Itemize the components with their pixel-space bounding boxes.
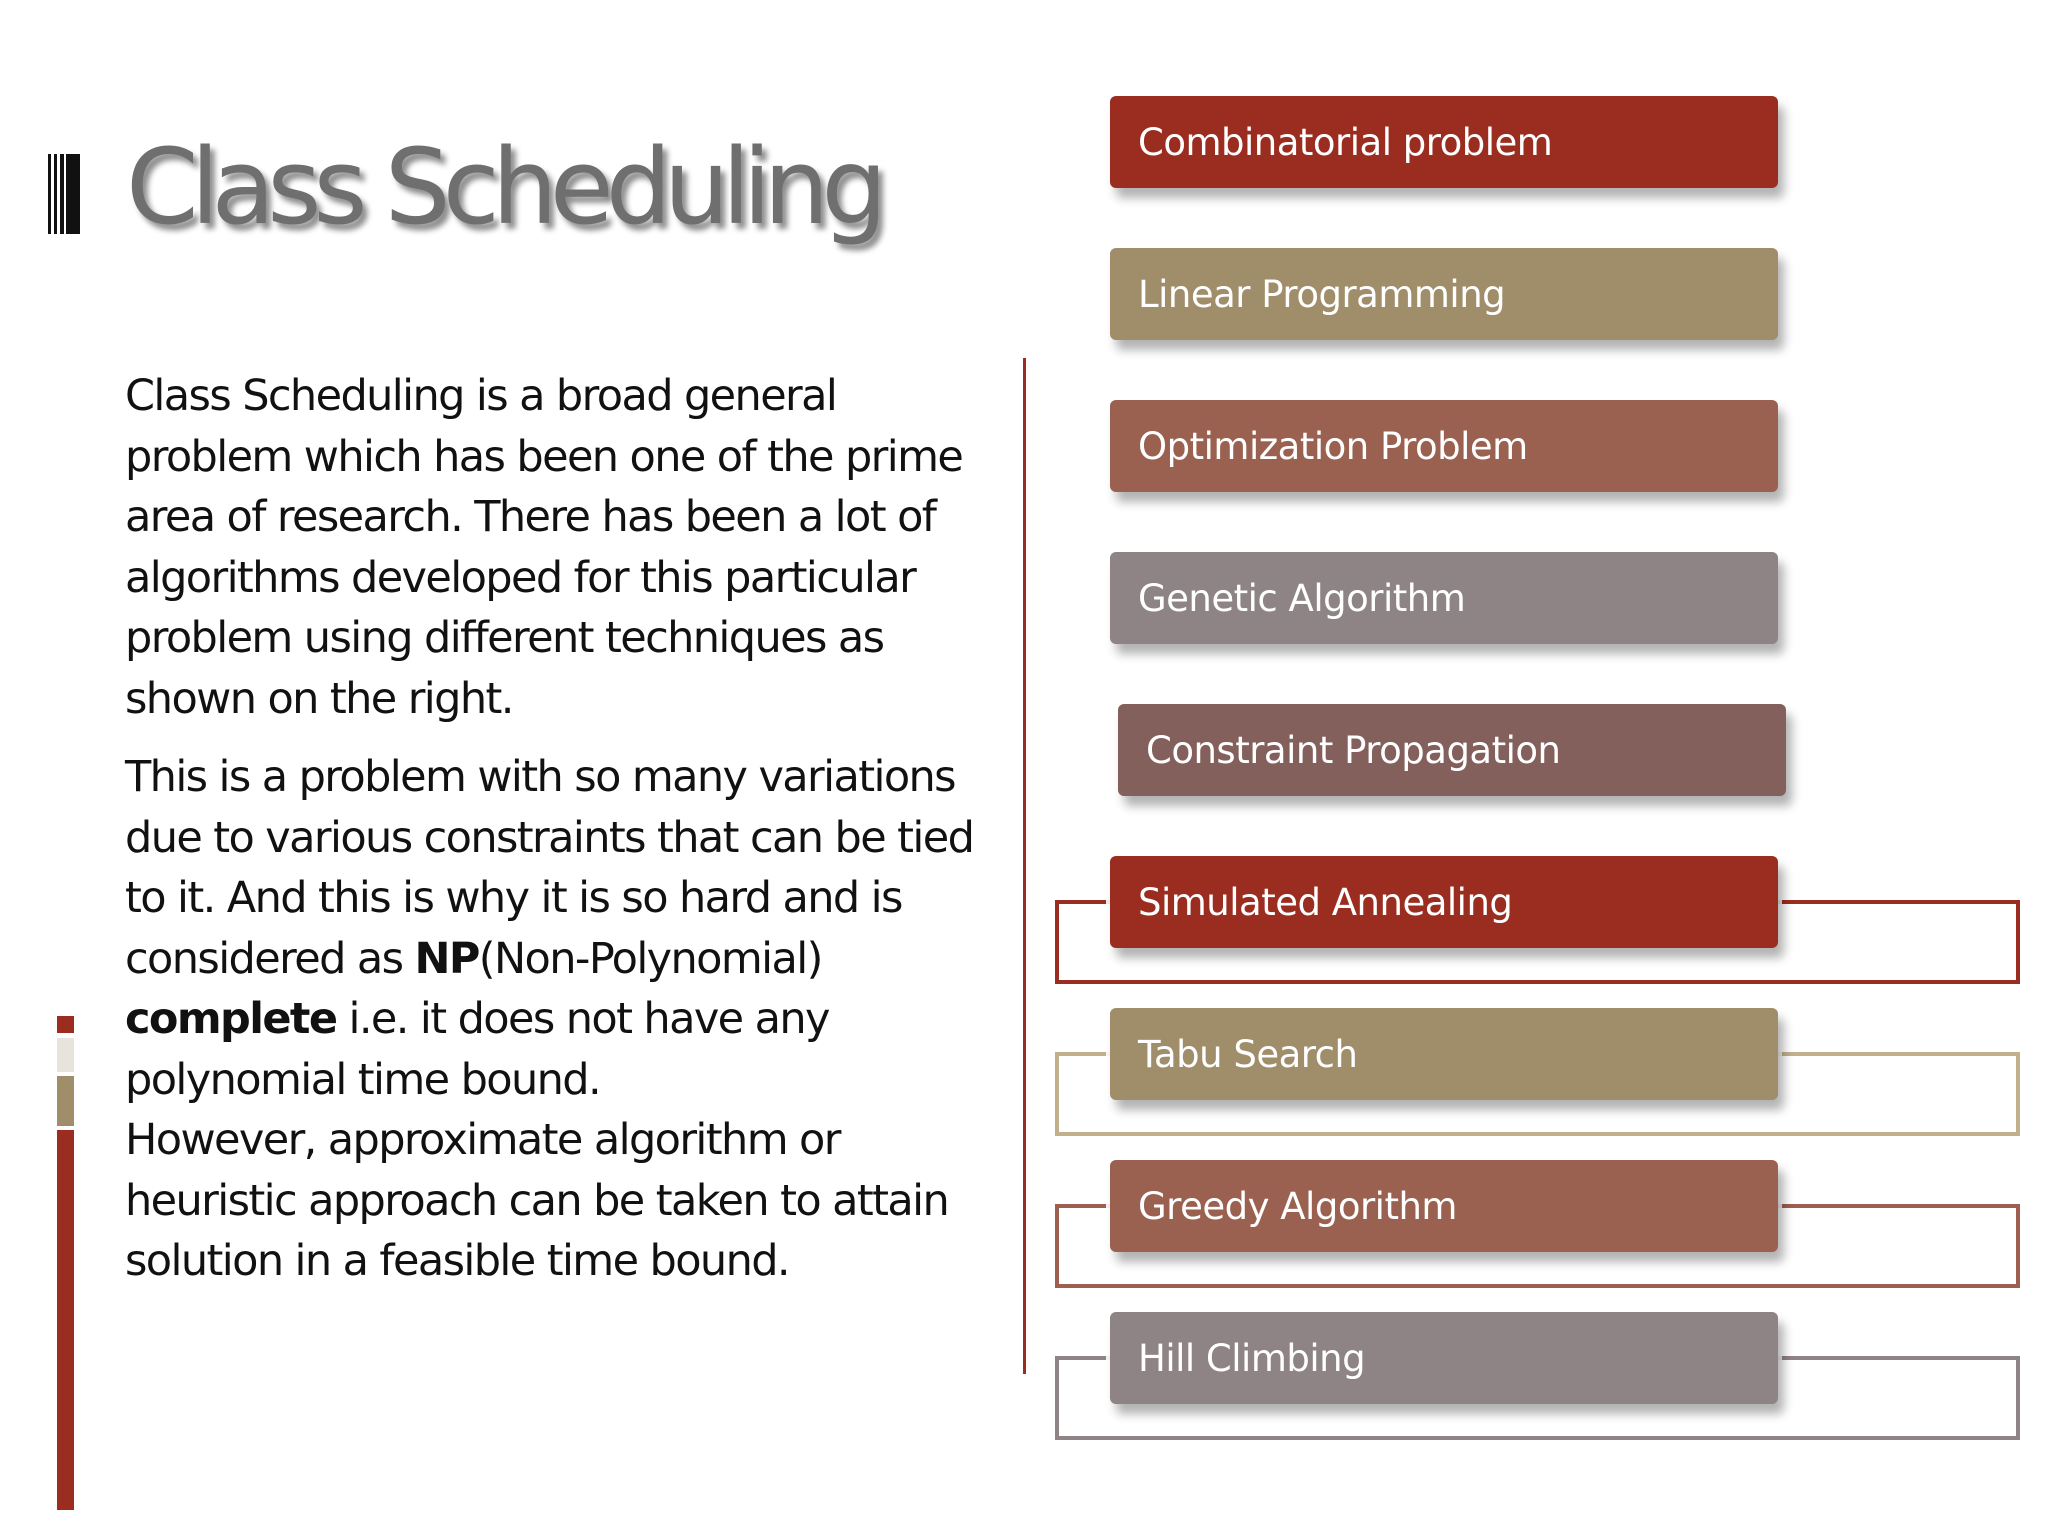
text-line bbox=[125, 929, 975, 990]
text-line bbox=[125, 989, 975, 1050]
technique-label: Greedy Algorithm bbox=[1138, 1184, 1457, 1228]
technique-label: Constraint Propagation bbox=[1146, 728, 1561, 772]
decorative-strip bbox=[57, 1130, 74, 1510]
technique-box-greedy bbox=[1110, 1160, 1778, 1252]
body-text bbox=[125, 366, 975, 1292]
technique-label: Hill Climbing bbox=[1138, 1336, 1366, 1380]
technique-box-combinatorial bbox=[1110, 96, 1778, 188]
text-line: due to various constraints that can be tied bbox=[125, 812, 974, 863]
text-line: This is a problem with so many variations bbox=[125, 752, 955, 802]
complete-emphasis: complete bbox=[125, 994, 337, 1044]
technique-box-genetic bbox=[1110, 552, 1778, 644]
text-line: However, approximate algorithm or bbox=[125, 1115, 840, 1165]
technique-label: Combinatorial problem bbox=[1138, 120, 1553, 164]
decorative-strip bbox=[57, 1016, 74, 1033]
decorative-strip bbox=[57, 1076, 74, 1126]
technique-label: Optimization Problem bbox=[1138, 424, 1528, 468]
technique-box-optimization bbox=[1110, 400, 1778, 492]
text-line: problem which has been one of the prime bbox=[125, 431, 963, 482]
text-line: area of research. There has been a lot of bbox=[125, 492, 936, 542]
text-line: solution in a feasible time bound. bbox=[125, 1236, 789, 1286]
diagram-connector-line bbox=[1023, 358, 1026, 1374]
technique-box-tabu bbox=[1110, 1008, 1778, 1100]
technique-label: Tabu Search bbox=[1138, 1032, 1358, 1076]
technique-box-linear-programming bbox=[1110, 248, 1778, 340]
technique-box-simulated-annealing bbox=[1110, 856, 1778, 948]
technique-label: Simulated Annealing bbox=[1138, 880, 1513, 924]
title-bar-marker bbox=[48, 154, 80, 234]
text-line: Class Scheduling is a broad general bbox=[125, 371, 837, 421]
technique-box-hill-climbing bbox=[1110, 1312, 1778, 1404]
text-line: shown on the right. bbox=[125, 673, 513, 724]
technique-label: Genetic Algorithm bbox=[1138, 576, 1466, 620]
text-run: considered as bbox=[125, 933, 415, 984]
text-run: i.e. it does not have any bbox=[336, 994, 829, 1044]
decorative-strip bbox=[57, 1038, 74, 1072]
text-run: (Non-Polynomial) bbox=[478, 933, 822, 984]
paragraph-intro bbox=[125, 366, 975, 729]
slide-title: Class Scheduling bbox=[126, 126, 880, 248]
text-line: algorithms developed for this particular bbox=[125, 552, 916, 603]
technique-box-constraint bbox=[1118, 704, 1786, 796]
paragraph-complexity bbox=[125, 747, 975, 1292]
np-emphasis: NP bbox=[414, 933, 479, 984]
text-line: problem using different techniques as bbox=[125, 613, 884, 663]
text-line: to it. And this is why it is so hard and is bbox=[125, 873, 902, 923]
text-line: heuristic approach can be taken to attain bbox=[125, 1175, 949, 1226]
text-line: polynomial time bound. bbox=[125, 1054, 601, 1105]
technique-label: Linear Programming bbox=[1138, 272, 1506, 316]
